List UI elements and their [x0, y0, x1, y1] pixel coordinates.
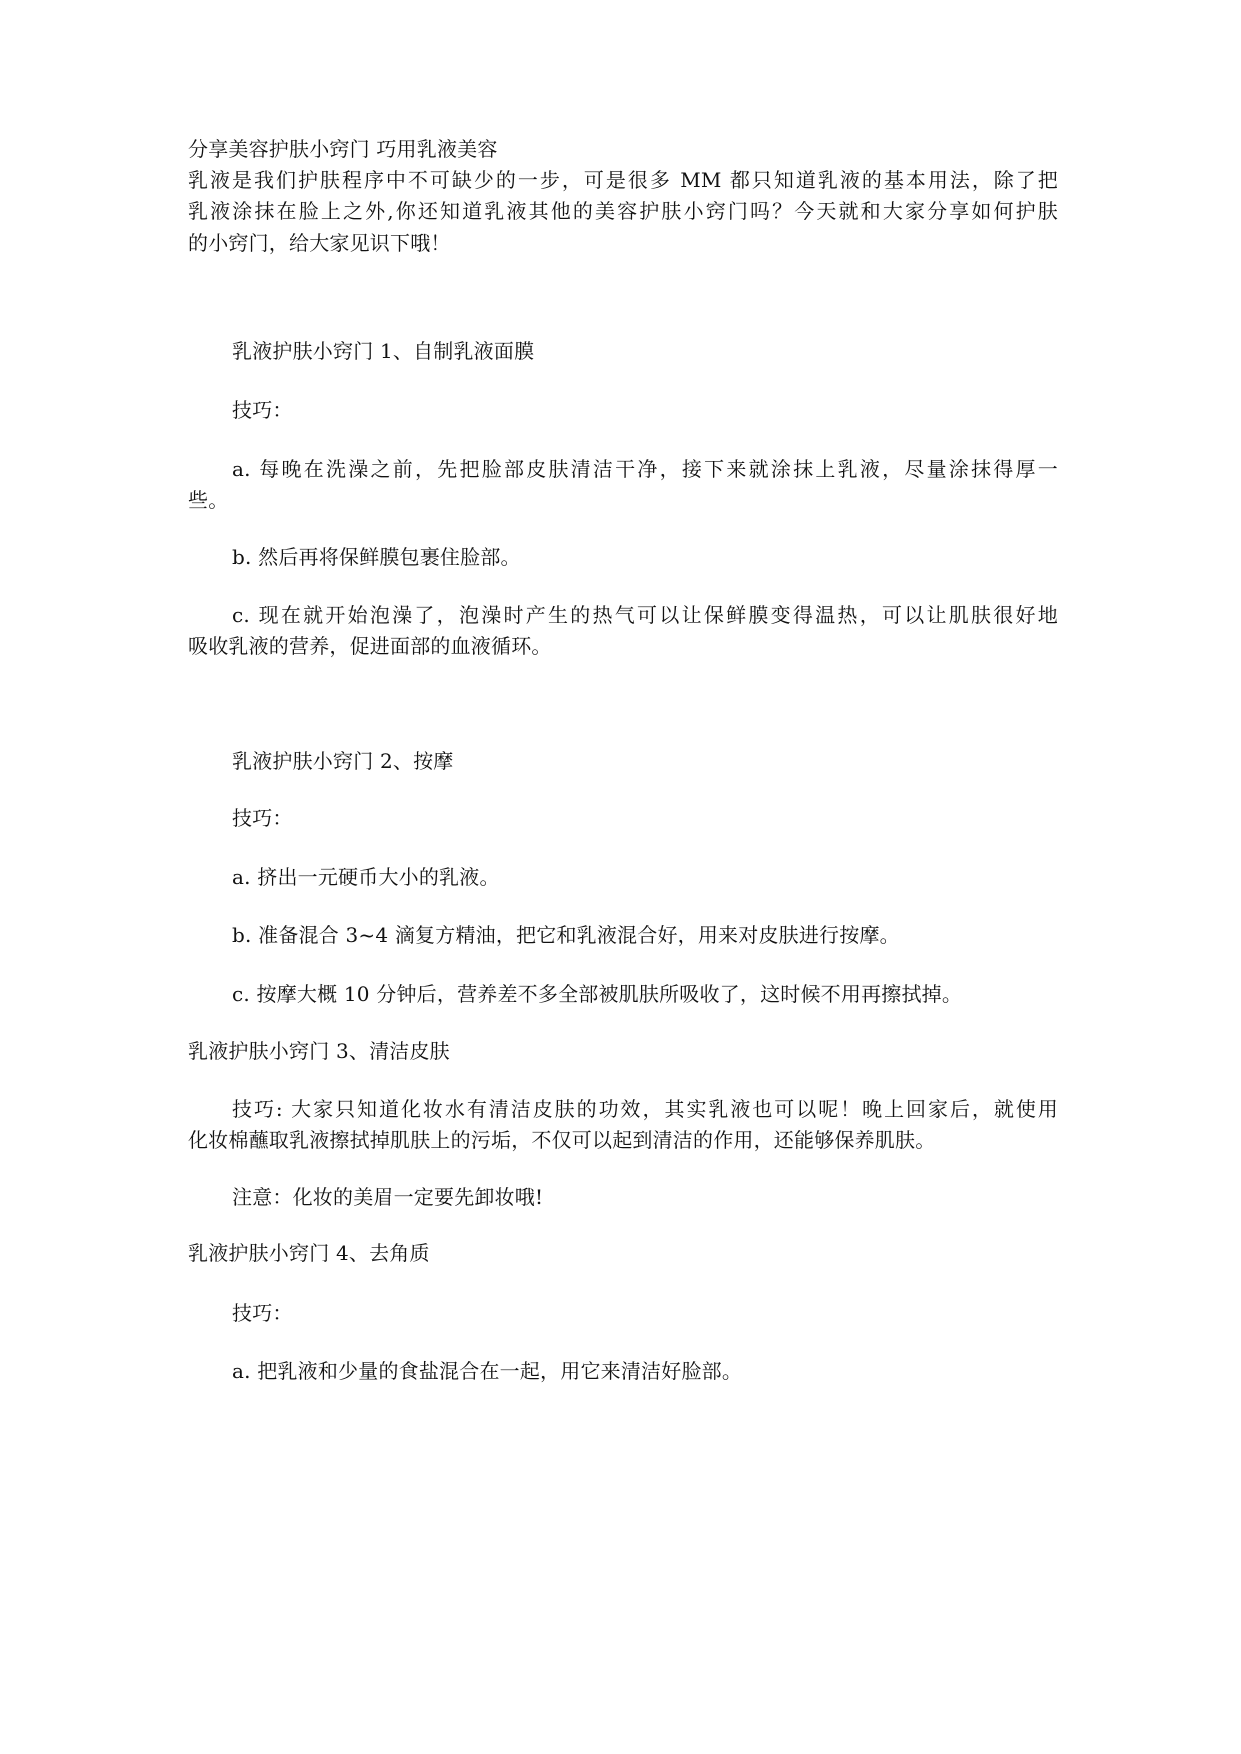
intro-line-1: 乳液是我们护肤程序中不可缺少的一步，可是很多 MM 都只知道乳液的基本用法，除了把 — [188, 168, 1058, 192]
tip1-step-a-line-2: 些。 — [188, 488, 229, 512]
tip3-body-line-2: 化妆棉蘸取乳液擦拭掉肌肤上的污垢，不仅可以起到清洁的作用，还能够保养肌肤。 — [188, 1128, 936, 1152]
tip2-step-a: a. 挤出一元硬币大小的乳液。 — [232, 865, 500, 889]
tip1-step-b: b. 然后再将保鲜膜包裹住脸部。 — [232, 545, 521, 569]
tip1-step-c-line-1: c. 现在就开始泡澡了，泡澡时产生的热气可以让保鲜膜变得温热，可以让肌肤很好地 — [232, 603, 1058, 627]
tip1-step-c-line-2: 吸收乳液的营养，促进面部的血液循环。 — [188, 634, 552, 658]
tip4-heading: 乳液护肤小窍门 4、去角质 — [188, 1241, 430, 1265]
tip2-label: 技巧： — [232, 806, 293, 830]
tip3-note: 注意：化妆的美眉一定要先卸妆哦! — [232, 1185, 544, 1209]
document-title: 分享美容护肤小窍门 巧用乳液美容 — [188, 137, 498, 161]
tip3-heading: 乳液护肤小窍门 3、清洁皮肤 — [188, 1039, 450, 1063]
tip2-step-c: c. 按摩大概 10 分钟后，营养差不多全部被肌肤所吸收了，这时候不用再擦拭掉。 — [232, 982, 963, 1006]
intro-line-2: 乳液涂抹在脸上之外,你还知道乳液其他的美容护肤小窍门吗？今天就和大家分享如何护肤 — [188, 199, 1058, 223]
intro-line-3: 的小窍门，给大家见识下哦！ — [188, 231, 451, 255]
tip4-step-a: a. 把乳液和少量的食盐混合在一起，用它来清洁好脸部。 — [232, 1359, 743, 1383]
tip4-label: 技巧： — [232, 1301, 293, 1325]
tip1-heading: 乳液护肤小窍门 1、自制乳液面膜 — [232, 339, 535, 363]
tip1-label: 技巧： — [232, 398, 293, 422]
tip3-body-line-1: 技巧: 大家只知道化妆水有清洁皮肤的功效，其实乳液也可以呢！晚上回家后，就使用 — [232, 1097, 1058, 1121]
tip2-heading: 乳液护肤小窍门 2、按摩 — [232, 749, 454, 773]
tip2-step-b: b. 准备混合 3~4 滴复方精油，把它和乳液混合好，用来对皮肤进行按摩。 — [232, 923, 900, 947]
tip1-step-a-line-1: a. 每晚在洗澡之前，先把脸部皮肤清洁干净，接下来就涂抹上乳液，尽量涂抹得厚一 — [232, 457, 1058, 481]
